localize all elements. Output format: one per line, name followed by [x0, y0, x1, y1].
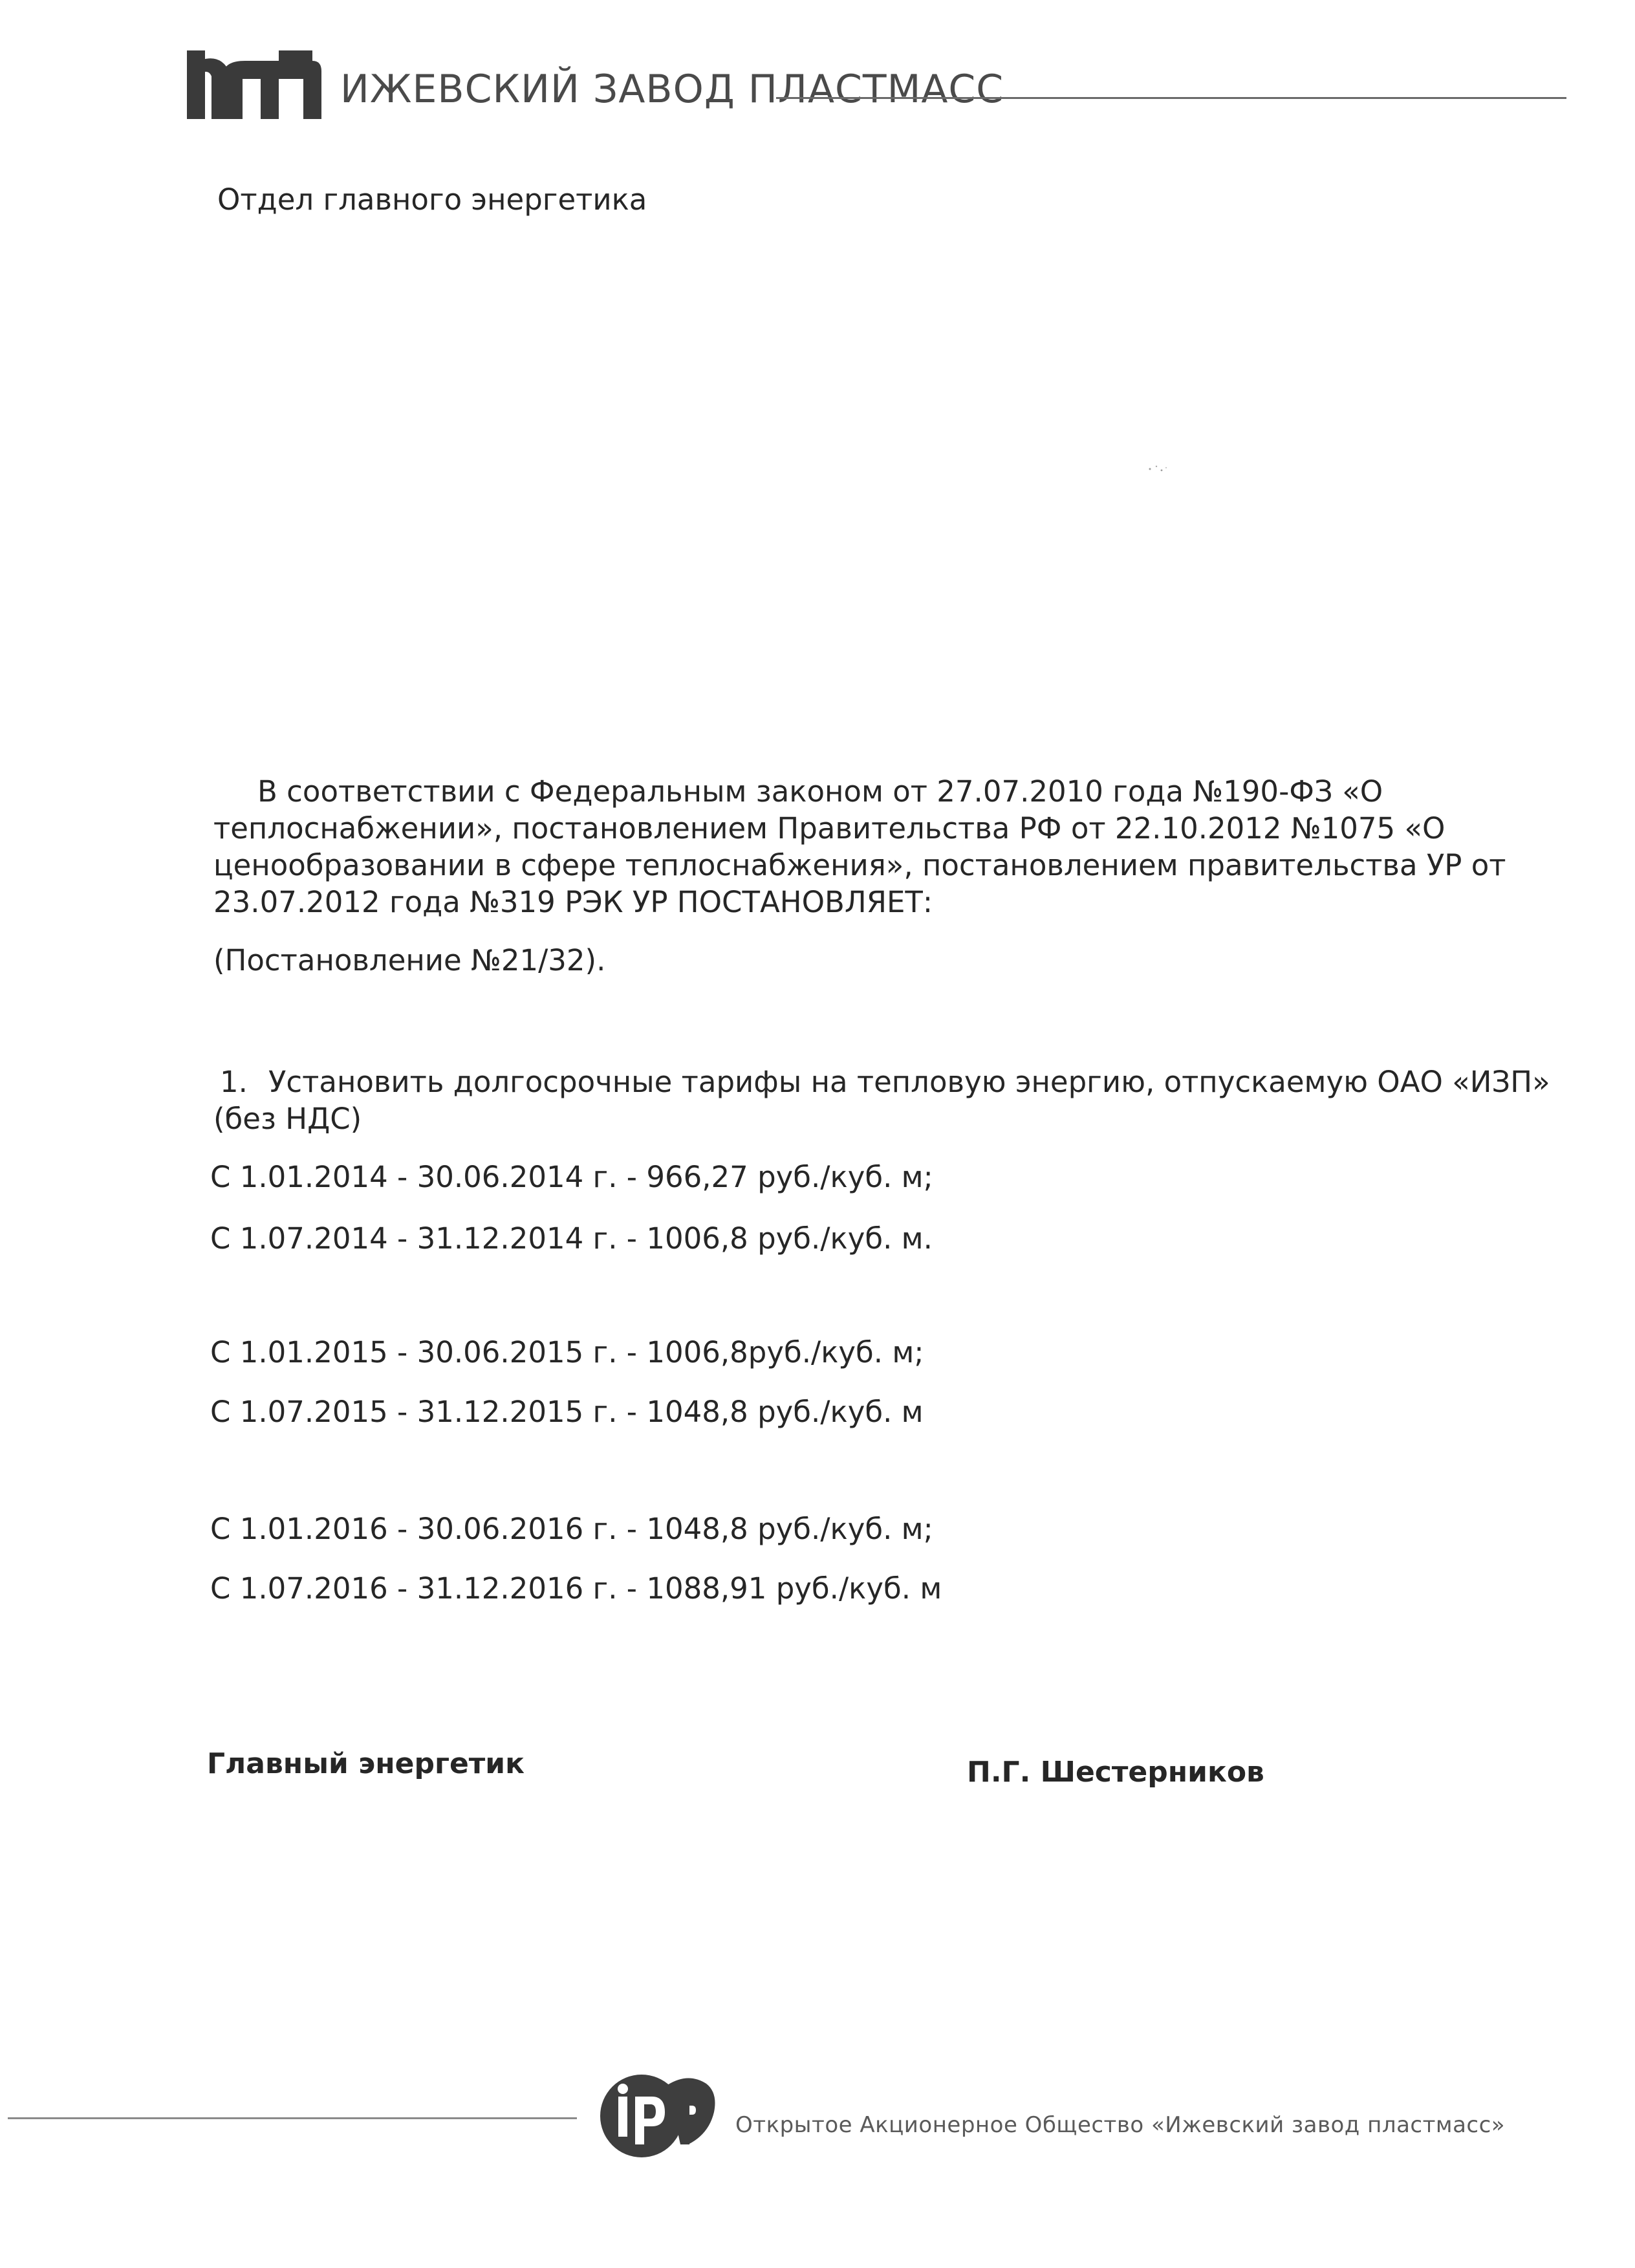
header-divider [776, 97, 1566, 99]
item-number: 1. [220, 1065, 248, 1099]
intro-line: ценообразовании в сфере теплоснабжения», постановлением правительства УР от [213, 848, 1506, 882]
footer-divider [8, 2117, 577, 2119]
tariff-line: С 1.07.2015 - 31.12.2015 г. - 1048,8 руб./куб. м [210, 1395, 924, 1429]
company-logo-icon [183, 47, 325, 123]
signatory-title: Главный энергетик [207, 1747, 525, 1780]
intro-line: В соответствии с Федеральным законом от 27.07.2010 года №190-ФЗ «О [257, 774, 1383, 809]
resolution-reference: (Постановление №21/32). [213, 943, 606, 977]
signatory-name: П.Г. Шестерников [967, 1756, 1264, 1789]
ipp-logo-icon [598, 2072, 718, 2160]
tariff-line: С 1.01.2016 - 30.06.2016 г. - 1048,8 руб./куб. м; [210, 1512, 933, 1546]
item-text: Установить долгосрочные тарифы на тепловую энергию, отпускаемую ОАО «ИЗП» [268, 1065, 1550, 1099]
tariff-line: С 1.07.2016 - 31.12.2016 г. - 1088,91 руб./куб. м [210, 1571, 942, 1606]
intro-line: 23.07.2012 года №319 РЭК УР ПОСТАНОВЛЯЕТ: [213, 885, 933, 919]
scan-speck [1145, 463, 1171, 475]
tariff-line: С 1.07.2014 - 31.12.2014 г. - 1006,8 руб./куб. м. [210, 1221, 933, 1256]
intro-paragraph [213, 773, 1506, 921]
tariff-line: С 1.01.2014 - 30.06.2014 г. - 966,27 руб./куб. м; [210, 1160, 933, 1194]
item-text-continuation: (без НДС) [213, 1102, 362, 1136]
department-title: Отдел главного энергетика [217, 182, 647, 217]
footer-company-text: Открытое Акционерное Общество «Ижевский завод пластмасс» [735, 2112, 1506, 2138]
tariff-line: С 1.01.2015 - 30.06.2015 г. - 1006,8руб./куб. м; [210, 1335, 924, 1369]
company-name: ИЖЕВСКИЙ ЗАВОД ПЛАСТМАСС [340, 67, 1004, 112]
intro-line: теплоснабжении», постановлением Правительства РФ от 22.10.2012 №1075 «О [213, 811, 1446, 845]
